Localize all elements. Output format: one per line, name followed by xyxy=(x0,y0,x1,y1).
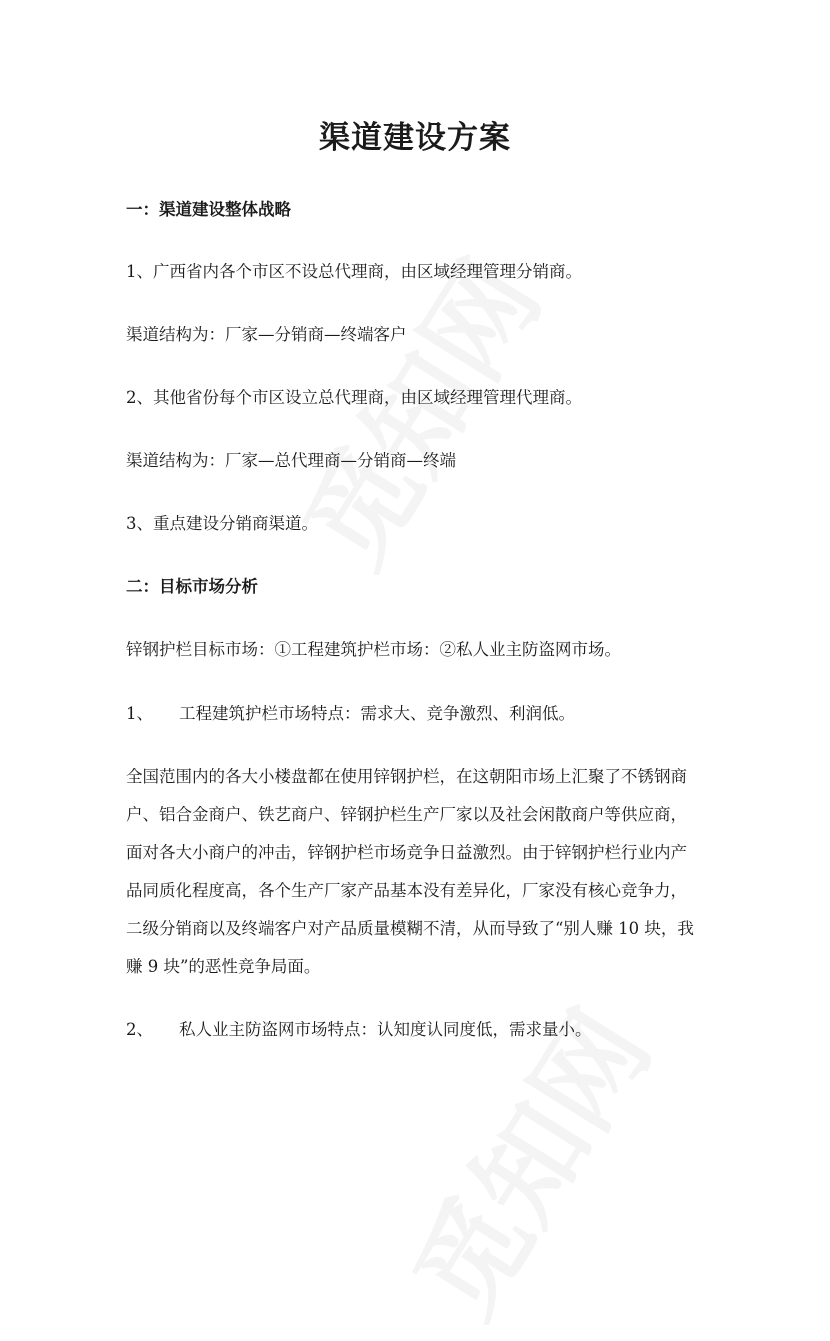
paragraph: 2、其他省份每个市区设立总代理商，由区域经理管理代理商。 xyxy=(126,388,582,407)
paragraph-line: 面对各大小商户的冲击，锌钢护栏市场竞争日益激烈。由于锌钢护栏行业内产 xyxy=(126,843,687,862)
paragraph-line: 二级分销商以及终端客户对产品质量模糊不清，从而导致了“别人赚 10 块，我 xyxy=(126,919,694,938)
paragraph: 1、广西省内各个市区不设总代理商，由区域经理管理分销商。 xyxy=(126,262,582,281)
list-item xyxy=(126,704,575,724)
list-item-text: 私人业主防盗网市场特点：认知度认同度低，需求量小。 xyxy=(179,1020,592,1039)
paragraph: 锌钢护栏目标市场：①工程建筑护栏市场：②私人业主防盗网市场。 xyxy=(126,640,621,659)
paragraph-line: 品同质化程度高，各个生产厂家产品基本没有差异化，厂家没有核心竞争力， xyxy=(126,881,687,900)
paragraph-line: 全国范围内的各大小楼盘都在使用锌钢护栏，在这朝阳市场上汇聚了不锈钢商 xyxy=(126,767,687,786)
section-heading-2: 二：目标市场分析 xyxy=(126,577,258,596)
paragraph-line: 户、铝合金商户、铁艺商户、锌钢护栏生产厂家以及社会闲散商户等供应商， xyxy=(126,805,687,824)
paragraph: 渠道结构为：厂家—总代理商—分销商—终端 xyxy=(126,451,456,470)
paragraph: 3、重点建设分销商渠道。 xyxy=(126,514,318,533)
list-item-text: 工程建筑护栏市场特点：需求大、竞争激烈、利润低。 xyxy=(179,704,575,723)
paragraph-line: 赚 9 块”的恶性竞争局面。 xyxy=(126,957,321,976)
page-title: 渠道建设方案 xyxy=(319,120,511,156)
list-item-number: 1、 xyxy=(126,704,153,723)
section-heading-1: 一：渠道建设整体战略 xyxy=(126,200,291,219)
paragraph: 渠道结构为：厂家—分销商—终端客户 xyxy=(126,325,407,344)
list-item xyxy=(126,1020,592,1040)
list-item-number: 2、 xyxy=(126,1020,153,1039)
